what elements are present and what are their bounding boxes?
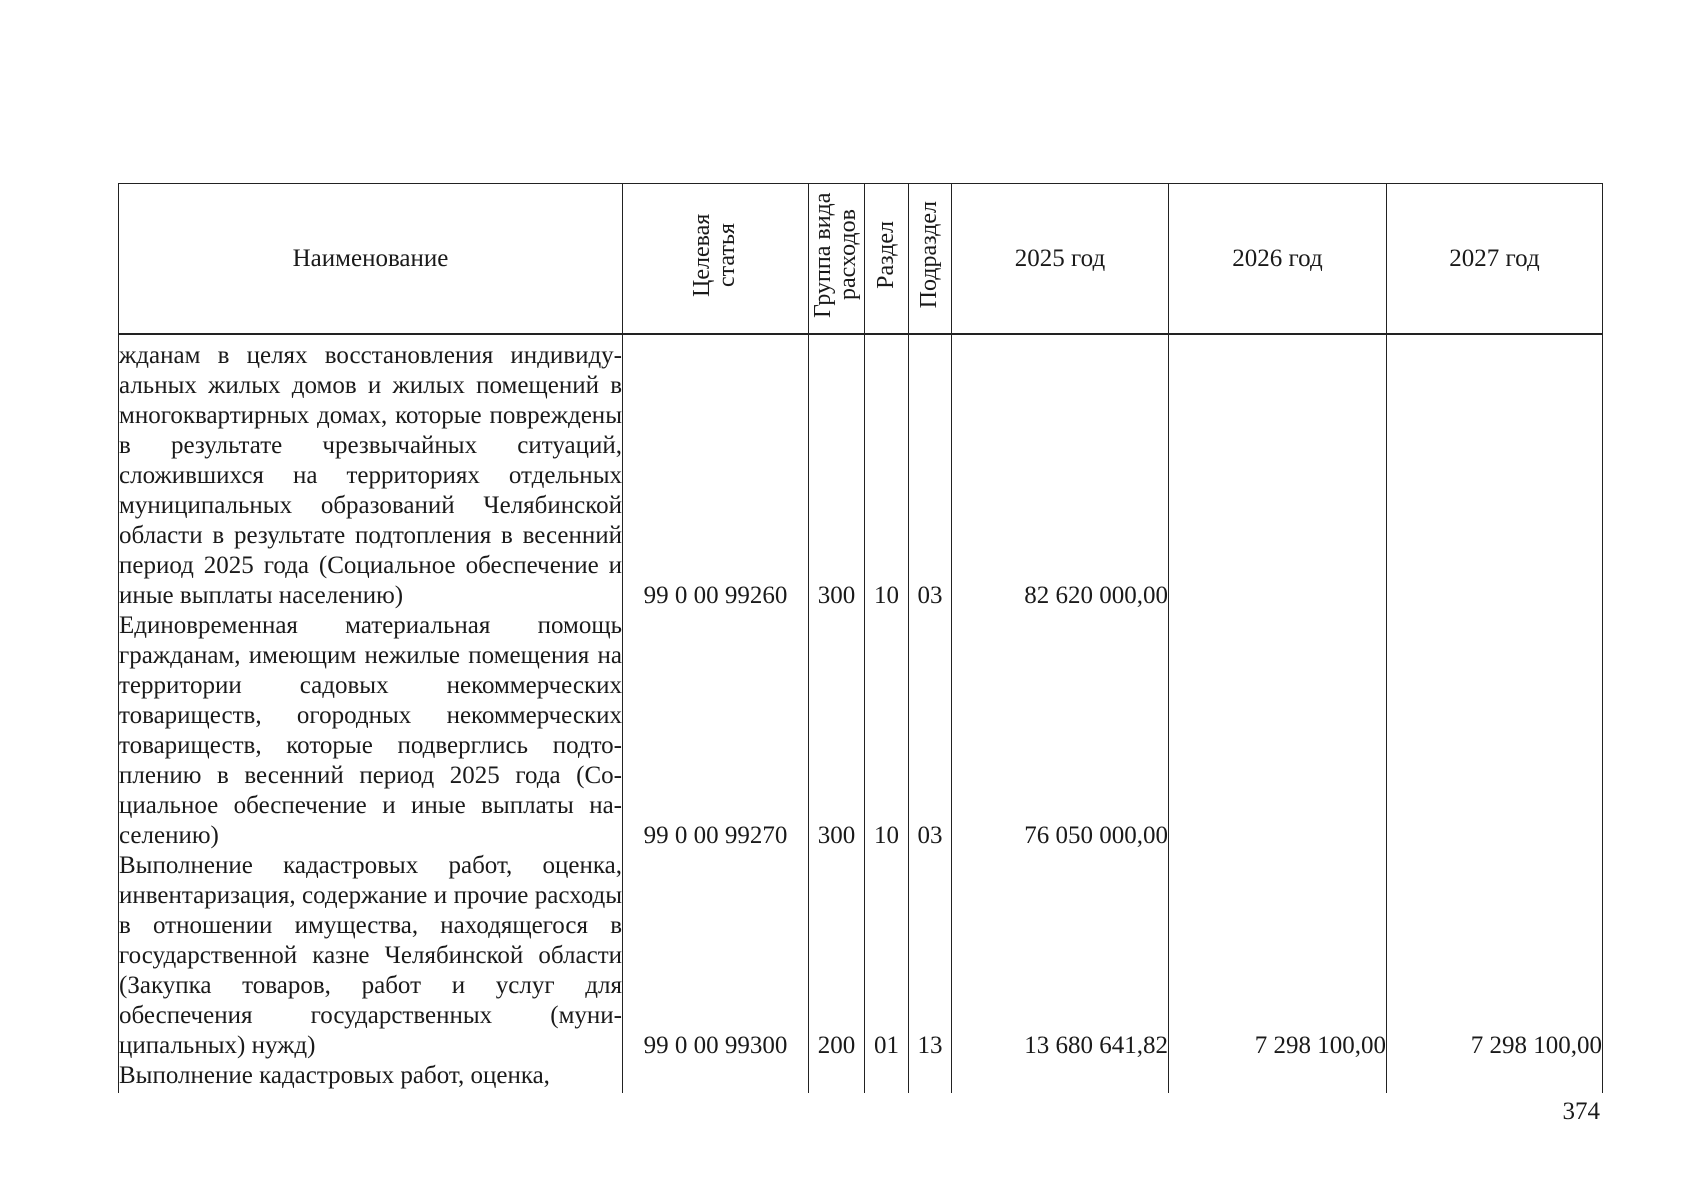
row-year-2027: 7 298 100,00 [1387, 851, 1603, 1061]
row-section [865, 1061, 909, 1093]
row-year-2026 [1169, 334, 1387, 611]
page-number: 374 [1562, 1098, 1600, 1125]
row-target-article: 99 0 00 99260 [623, 334, 809, 611]
header-subsection: Подраздел [909, 184, 952, 335]
row-subsection: 03 [909, 334, 952, 611]
row-name: жданам в целях восстановления индивидуальных жилых домов и жилых помещений в многоквартирных домах, которые повреждены в результате чрезвычайных ситуаций, сложившихся на территориях отдельных муниципальных образований Челябинской области в результате подтопления в весенний период 2025 года (Социальное обеспечение и иные выплаты населению) [119, 334, 623, 611]
table-header [119, 184, 1603, 335]
table-row [119, 851, 1603, 1061]
row-target-article: 99 0 00 99300 [623, 851, 809, 1061]
row-name: Выполнение кадастровых работ, оценка, инвентаризация, содержание и прочие расходы в отношении имущества, находящегося в государственной казне Челябинской области (Закупка товаров, работ и услуг для обеспечения государственных (муниципальных) нужд) [119, 852, 622, 1059]
row-name: Выполнение кадастровых работ, оценка, [119, 1061, 623, 1093]
row-year-2027 [1387, 334, 1603, 611]
table-row [119, 611, 1603, 851]
row-expense-group [809, 1061, 865, 1093]
row-section: 01 [865, 851, 909, 1061]
row-subsection [909, 1061, 952, 1093]
row-section: 10 [865, 334, 909, 611]
row-target-article [623, 1061, 809, 1093]
row-expense-group: 300 [809, 334, 865, 611]
row-year-2025: 82 620 000,00 [952, 334, 1169, 611]
row-target-article: 99 0 00 99270 [623, 611, 809, 851]
header-expense-group: Группа вида расходов [809, 184, 865, 335]
header-section: Раздел [865, 184, 909, 335]
row-year-2026 [1169, 611, 1387, 851]
header-year-2026: 2026 год [1169, 184, 1387, 335]
header-target-article: Целевая статья [623, 184, 809, 335]
table-row [119, 334, 1603, 611]
row-name: Единовременная материальная помощь гражданам, имеющим нежилые помещения на территории садовых некоммерческих товариществ, огородных некоммерческих товариществ, которые подверглись подтоплению в весенний период 2025 года (Социальное обеспечение и иные выплаты населению) [119, 612, 622, 849]
header-year-2027: 2027 год [1387, 184, 1603, 335]
budget-table [118, 183, 1603, 1093]
row-year-2027 [1387, 1061, 1603, 1093]
row-subsection: 03 [909, 611, 952, 851]
row-year-2026: 7 298 100,00 [1169, 851, 1387, 1061]
row-expense-group: 200 [809, 851, 865, 1061]
row-expense-group: 300 [809, 611, 865, 851]
header-name: Наименование [119, 184, 623, 335]
row-year-2026 [1169, 1061, 1387, 1093]
row-subsection: 13 [909, 851, 952, 1061]
row-year-2025 [952, 1061, 1169, 1093]
table-row [119, 1061, 1603, 1093]
row-year-2025: 76 050 000,00 [952, 611, 1169, 851]
row-year-2025: 13 680 641,82 [952, 851, 1169, 1061]
row-section: 10 [865, 611, 909, 851]
header-year-2025: 2025 год [952, 184, 1169, 335]
row-year-2027 [1387, 611, 1603, 851]
